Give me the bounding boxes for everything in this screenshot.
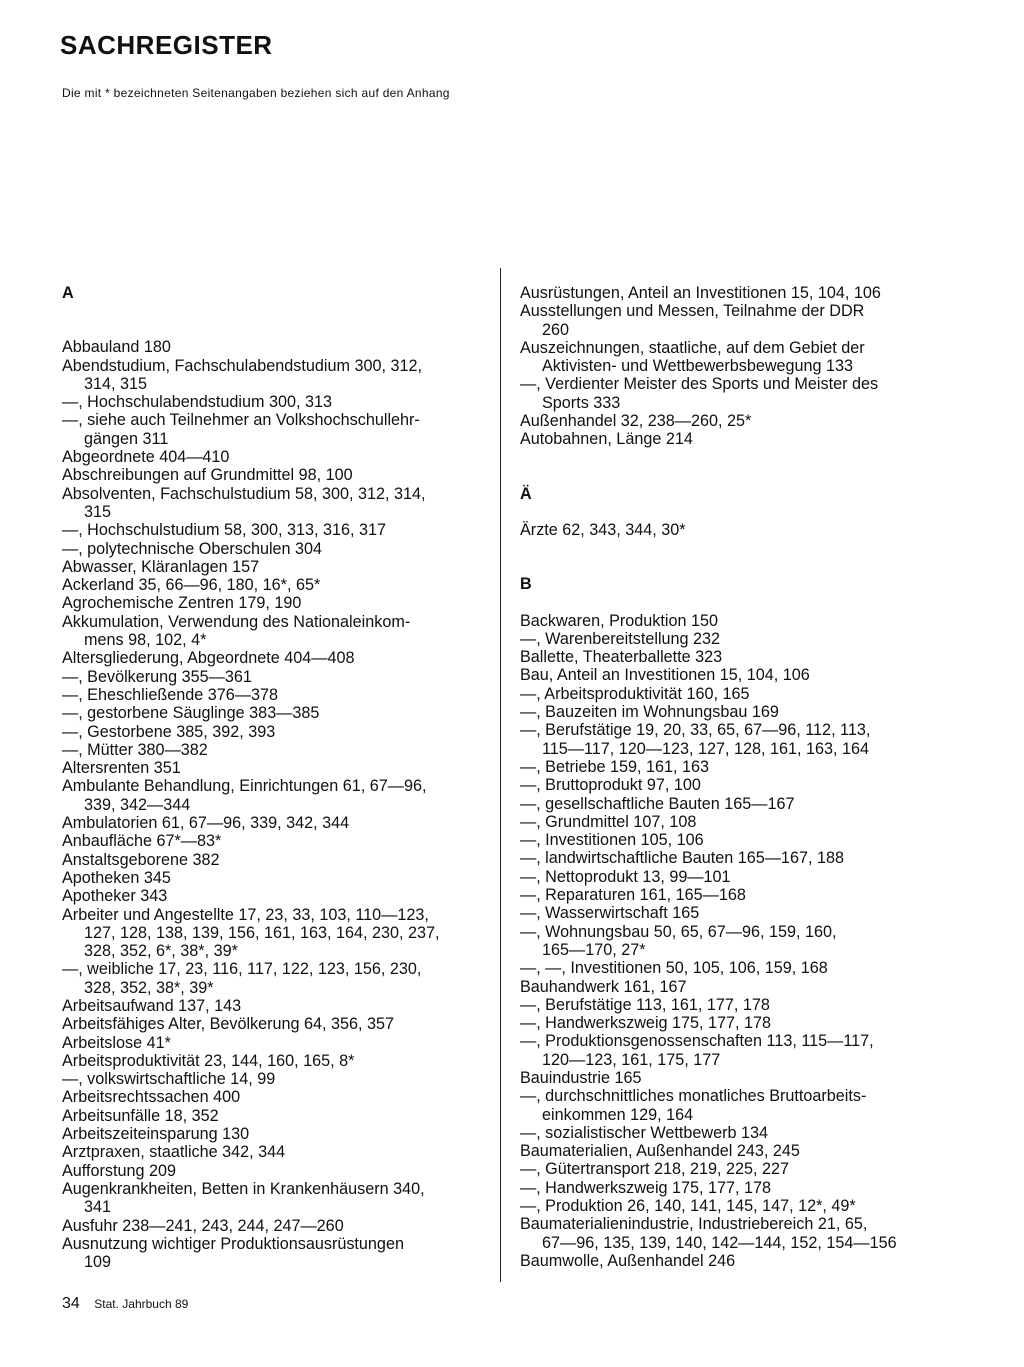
index-entry-term: Autobahnen, Länge 214 (520, 430, 693, 449)
index-entry (520, 795, 945, 813)
index-entry (520, 776, 945, 794)
index-column-right (520, 284, 945, 1270)
index-entry (62, 521, 487, 539)
index-entry (520, 339, 945, 376)
index-entry-term: —, Berufstätige 113, 161, 177, 178 (520, 995, 770, 1014)
index-entry-term: —, gestorbene Säuglinge 383—385 (62, 704, 320, 723)
index-entry (62, 668, 487, 686)
index-entry (520, 978, 945, 996)
index-entry (520, 302, 945, 339)
index-entry (62, 357, 487, 394)
entries-b (520, 612, 945, 1271)
section-letter-a: A (62, 284, 74, 302)
index-entry (62, 906, 487, 961)
index-entry-term: Arbeitslose 41* (62, 1033, 171, 1052)
index-entry-term: —, Gütertransport 218, 219, 225, 227 (520, 1160, 790, 1179)
index-entry-term: —, landwirtschaftliche Bauten 165—167, 188 (520, 849, 844, 868)
index-entry-term: Außenhandel 32, 238—260, 25* (520, 412, 752, 431)
index-entry (520, 1069, 945, 1087)
index-entry-term: Ausnutzung wichtiger Produktionsausrüstungen (62, 1234, 404, 1253)
index-entry (62, 1088, 487, 1106)
index-entry (62, 338, 487, 356)
index-entry (62, 741, 487, 759)
index-entry-term: Arbeiter und Angestellte 17, 23, 33, 103, 110—123, (62, 905, 429, 924)
index-entry-term: —, Wasserwirtschaft 165 (520, 904, 700, 923)
index-entry-continuation: 315 (84, 502, 112, 521)
index-entry-term: —, Hochschulabendstudium 300, 313 (62, 393, 332, 412)
index-entry (520, 666, 945, 684)
index-entry-term: Agrochemische Zentren 179, 190 (62, 594, 302, 613)
index-entry-term: Ackerland 35, 66—96, 180, 16*, 65* (62, 576, 321, 595)
index-entry-term: —, Bevölkerung 355—361 (62, 667, 252, 686)
index-entry-term: Apotheker 343 (62, 887, 168, 906)
page-number: 34 (62, 1295, 80, 1312)
index-entry (62, 1162, 487, 1180)
index-entry (520, 630, 945, 648)
column-divider (500, 268, 501, 1282)
index-entry-continuation: 165—170, 27* (542, 940, 646, 959)
index-entry-term: —, Handwerkszweig 175, 177, 178 (520, 1178, 772, 1197)
index-entry-term: Arbeitsrechtssachen 400 (62, 1088, 241, 1107)
entries-a-right (520, 284, 945, 449)
index-entry (520, 1014, 945, 1032)
index-entry (62, 869, 487, 887)
index-entry-continuation: 328, 352, 6*, 38*, 39* (84, 942, 238, 961)
index-entry-term: —, polytechnische Oberschulen 304 (62, 539, 323, 558)
index-entry (520, 758, 945, 776)
index-entry-term: —, Verdienter Meister des Sports und Meister des (520, 375, 879, 394)
index-entry-term: Augenkrankheiten, Betten in Krankenhäusern 340, (62, 1179, 425, 1198)
index-entry-term: Ausfuhr 238—241, 243, 244, 247—260 (62, 1216, 344, 1235)
index-entry (62, 1107, 487, 1125)
index-entry (62, 686, 487, 704)
index-entry (520, 923, 945, 960)
index-entry-continuation: Aktivisten- und Wettbewerbsbewegung 133 (542, 357, 854, 376)
index-entry-term: Abschreibungen auf Grundmittel 98, 100 (62, 466, 353, 485)
index-entry-continuation: gängen 311 (84, 429, 169, 448)
index-entry (62, 759, 487, 777)
index-entry-term: —, Investitionen 105, 106 (520, 831, 704, 850)
index-entry-continuation: einkommen 129, 164 (542, 1105, 694, 1124)
index-entry (62, 485, 487, 522)
index-entry (520, 868, 945, 886)
index-entry (520, 1197, 945, 1215)
section-letter-b: B (520, 575, 532, 594)
index-entry-continuation: 314, 315 (84, 374, 148, 393)
index-entry-continuation: mens 98, 102, 4* (84, 631, 207, 650)
index-column-left (62, 284, 487, 1271)
index-entry (520, 721, 945, 758)
section-gap (520, 503, 945, 521)
index-entry (62, 448, 487, 466)
index-entry (520, 430, 945, 448)
index-entry (520, 703, 945, 721)
index-entry (520, 996, 945, 1014)
index-entry-continuation: 109 (84, 1253, 112, 1272)
index-entry (520, 1160, 945, 1178)
index-entry-term: —, —, Investitionen 50, 105, 106, 159, 168 (520, 959, 828, 978)
index-entry (520, 959, 945, 977)
index-entry-term: —, Mütter 380—382 (62, 740, 208, 759)
index-entry-term: —, Grundmittel 107, 108 (520, 812, 697, 831)
index-entry-term: —, Warenbereitstellung 232 (520, 629, 721, 648)
index-entry-term: —, Reparaturen 161, 165—168 (520, 886, 746, 905)
index-entry (520, 1032, 945, 1069)
index-entry-term: Arbeitszeiteinsparung 130 (62, 1125, 250, 1144)
index-entry (62, 540, 487, 558)
index-entry-term: Bau, Anteil an Investitionen 15, 104, 106 (520, 666, 810, 685)
section-letter-ae: Ä (520, 484, 532, 503)
index-entry (520, 1252, 945, 1270)
index-entry-term: Arbeitsaufwand 137, 143 (62, 996, 242, 1015)
index-entry-term: —, gesellschaftliche Bauten 165—167 (520, 794, 795, 813)
index-entry-term: Arbeitsunfälle 18, 352 (62, 1106, 219, 1125)
index-entry (520, 831, 945, 849)
entries-ae (520, 521, 945, 539)
index-entry-term: Abbauland 180 (62, 338, 171, 357)
index-entry (520, 412, 945, 430)
index-entry-continuation: 339, 342—344 (84, 795, 191, 814)
index-entry (62, 723, 487, 741)
index-entry-term: —, Arbeitsproduktivität 160, 165 (520, 684, 750, 703)
index-entry-term: Altersgliederung, Abgeordnete 404—408 (62, 649, 355, 668)
index-entry-term: Ärzte 62, 343, 344, 30* (520, 520, 686, 539)
index-entry-term: Anbaufläche 67*—83* (62, 832, 222, 851)
index-entry-term: —, Produktionsgenossenschaften 113, 115—117, (520, 1032, 874, 1051)
index-entry-term: Ambulatorien 61, 67—96, 339, 342, 344 (62, 814, 350, 833)
index-entry-term: Ausstellungen und Messen, Teilnahme der DDR (520, 302, 865, 321)
index-entry (520, 1142, 945, 1160)
index-entry (520, 886, 945, 904)
index-entry-term: Abgeordnete 404—410 (62, 448, 230, 467)
index-entry-term: Baumaterialien, Außenhandel 243, 245 (520, 1142, 800, 1161)
index-entry-term: —, Nettoprodukt 13, 99—101 (520, 867, 731, 886)
index-entry-term: —, siehe auch Teilnehmer an Volkshochschullehr- (62, 411, 420, 430)
index-entry-term: Altersrenten 351 (62, 759, 181, 778)
index-entry-term: —, Hochschulstudium 58, 300, 313, 316, 317 (62, 521, 386, 540)
index-entry (62, 1217, 487, 1235)
index-entry-term: —, sozialistischer Wettbewerb 134 (520, 1123, 769, 1142)
index-entry (520, 284, 945, 302)
index-entry (62, 558, 487, 576)
index-entry-term: —, Bauzeiten im Wohnungsbau 169 (520, 703, 779, 722)
index-entry-continuation: 341 (84, 1198, 112, 1217)
index-entry-term: Arbeitsfähiges Alter, Bevölkerung 64, 356, 357 (62, 1015, 395, 1034)
index-entry-continuation: 67—96, 135, 139, 140, 142—144, 152, 154—156 (542, 1233, 897, 1252)
index-entry (520, 612, 945, 630)
index-entry (62, 851, 487, 869)
index-entry-term: Baumwolle, Außenhandel 246 (520, 1251, 736, 1270)
index-entry (62, 777, 487, 814)
index-entry (62, 832, 487, 850)
index-entry-term: —, Wohnungsbau 50, 65, 67—96, 159, 160, (520, 922, 837, 941)
index-entry-term: Anstaltsgeborene 382 (62, 850, 220, 869)
index-entry (62, 1180, 487, 1217)
index-entry (520, 375, 945, 412)
index-entry (62, 1235, 487, 1272)
index-entry (62, 1034, 487, 1052)
section-gap (520, 594, 945, 612)
index-entry-term: Bauhandwerk 161, 167 (520, 977, 687, 996)
index-entry (520, 1087, 945, 1124)
index-entry-term: Abwasser, Kläranlagen 157 (62, 557, 260, 576)
index-entry (62, 411, 487, 448)
index-entry (62, 704, 487, 722)
index-entry-term: Absolventen, Fachschulstudium 58, 300, 312, 314, (62, 484, 426, 503)
page-title: SACHREGISTER (60, 30, 273, 60)
section-gap (520, 449, 945, 485)
index-entry-term: Backwaren, Produktion 150 (520, 611, 718, 630)
index-entry-continuation: 120—123, 161, 175, 177 (542, 1050, 721, 1069)
index-entry-term: —, Eheschließende 376—378 (62, 685, 278, 704)
index-entry-term: Aufforstung 209 (62, 1161, 176, 1180)
index-entry-term: Akkumulation, Verwendung des Nationaleinkom- (62, 612, 411, 631)
index-entry (62, 594, 487, 612)
index-entry-continuation: 127, 128, 138, 139, 156, 161, 163, 164, 230, 237, (84, 923, 440, 942)
section-gap (62, 302, 487, 338)
index-entry-continuation: 260 (542, 320, 570, 339)
index-entry-term: —, Bruttoprodukt 97, 100 (520, 776, 701, 795)
index-entry (62, 1125, 487, 1143)
index-entry (62, 1143, 487, 1161)
index-entry-term: Baumaterialienindustrie, Industriebereich 21, 65, (520, 1215, 868, 1234)
index-entry-term: —, weibliche 17, 23, 116, 117, 122, 123, 156, 230, (62, 960, 422, 979)
page-footer (62, 1295, 188, 1313)
index-entry (62, 997, 487, 1015)
index-entry-term: Arztpraxen, staatliche 342, 344 (62, 1143, 286, 1162)
index-entry-term: —, Handwerkszweig 175, 177, 178 (520, 1014, 772, 1033)
index-entry-term: Ambulante Behandlung, Einrichtungen 61, 67—96, (62, 777, 427, 796)
index-entry (62, 1015, 487, 1033)
index-entry (62, 466, 487, 484)
index-entry (62, 613, 487, 650)
index-entry-term: —, Produktion 26, 140, 141, 145, 147, 12*, 49* (520, 1197, 856, 1216)
entries-a-left (62, 338, 487, 1271)
index-entry-term: Abendstudium, Fachschulabendstudium 300, 312, (62, 356, 422, 375)
index-entry-term: —, Gestorbene 385, 392, 393 (62, 722, 276, 741)
source-label: Stat. Jahrbuch 89 (94, 1297, 189, 1311)
index-entry (520, 849, 945, 867)
index-entry (62, 1070, 487, 1088)
index-entry (520, 904, 945, 922)
index-entry-term: —, Berufstätige 19, 20, 33, 65, 67—96, 112, 113, (520, 721, 871, 740)
index-entry (62, 814, 487, 832)
index-entry-term: Ballette, Theaterballette 323 (520, 648, 723, 667)
index-entry (62, 1052, 487, 1070)
index-entry (520, 648, 945, 666)
index-entry-term: Auszeichnungen, staatliche, auf dem Gebiet der (520, 338, 865, 357)
index-entry-term: —, volkswirtschaftliche 14, 99 (62, 1070, 276, 1089)
index-entry-continuation: Sports 333 (542, 393, 621, 412)
index-entry (520, 1179, 945, 1197)
index-entry (62, 887, 487, 905)
index-entry-term: Arbeitsproduktivität 23, 144, 160, 165, 8* (62, 1051, 355, 1070)
index-entry (62, 576, 487, 594)
index-entry (520, 1215, 945, 1252)
index-entry (62, 960, 487, 997)
index-entry-term: Bauindustrie 165 (520, 1068, 642, 1087)
index-entry-term: Apotheken 345 (62, 868, 171, 887)
index-entry (520, 685, 945, 703)
index-entry-term: —, Betriebe 159, 161, 163 (520, 757, 709, 776)
page-subtitle: Die mit * bezeichneten Seitenangaben beziehen sich auf den Anhang (62, 86, 450, 100)
index-entry (520, 813, 945, 831)
index-entry-term: —, durchschnittliches monatliches Bruttoarbeits- (520, 1087, 867, 1106)
index-entry (520, 521, 945, 539)
index-entry (62, 649, 487, 667)
index-entry (62, 393, 487, 411)
section-gap (520, 539, 945, 575)
index-entry-continuation: 115—117, 120—123, 127, 128, 161, 163, 164 (542, 739, 870, 758)
index-entry (520, 1124, 945, 1142)
index-entry-term: Ausrüstungen, Anteil an Investitionen 15, 104, 106 (520, 284, 881, 302)
index-entry-continuation: 328, 352, 38*, 39* (84, 978, 214, 997)
